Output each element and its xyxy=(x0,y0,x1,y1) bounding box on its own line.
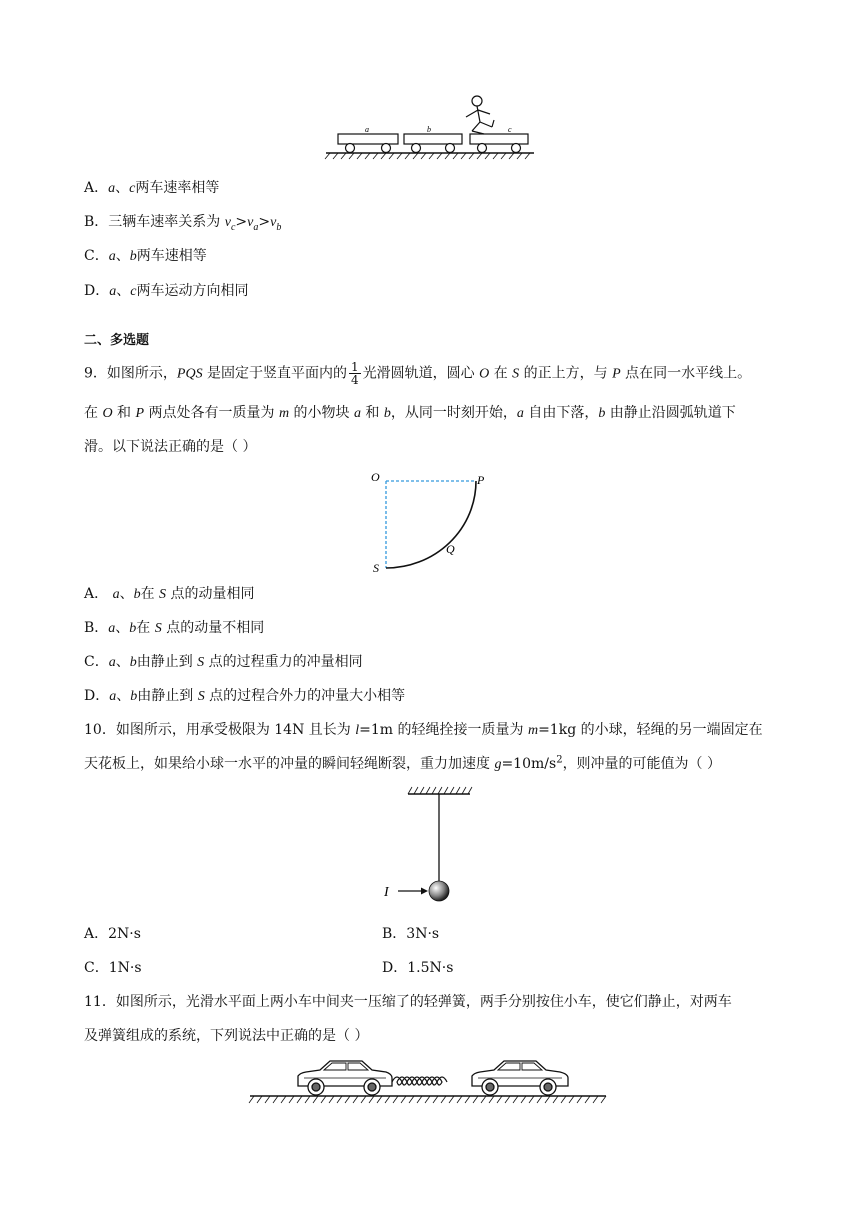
q8-option-a[interactable]: A．a、c两车速率相等 xyxy=(84,180,220,196)
q9-stem-line3: 滑。以下说法正确的是（ ） xyxy=(84,439,257,455)
ball xyxy=(429,881,449,901)
car-left xyxy=(298,1061,392,1095)
q10-stem-line2: 天花板上，如果给小球一水平的冲量的瞬间轻绳断裂，重力加速度 $g=10m/s^2$，则冲量的可能值为（ ） xyxy=(84,754,722,772)
q8-option-d[interactable]: D．a、c两车运动方向相同 xyxy=(84,283,249,299)
q9-option-d[interactable]: D．a、b由静止到 S 点的过程合外力的冲量大小相等 xyxy=(84,688,406,704)
q9-option-a[interactable]: A． a、b在 S 点的动量相同 xyxy=(84,586,255,602)
car-right xyxy=(472,1061,568,1095)
pendulum-figure xyxy=(378,786,478,908)
quarter-circle-figure xyxy=(366,466,496,578)
q8-option-c[interactable]: C．a、b两车速相等 xyxy=(84,248,207,264)
carts-figure xyxy=(320,90,540,162)
q8-option-b[interactable]: B．三辆车速率关系为 $v_c>v_a>v_b$ xyxy=(84,214,282,233)
label-o: O xyxy=(371,470,380,484)
fraction-one-quarter: $\frac{1}{4}$ xyxy=(351,360,359,387)
spring xyxy=(392,1077,447,1085)
cars-spring-figure xyxy=(246,1056,610,1108)
arrow-head-icon xyxy=(421,888,428,895)
q10-option-b[interactable]: B．3N·s xyxy=(382,926,440,942)
cart-b xyxy=(404,134,462,144)
cart-a xyxy=(338,134,398,144)
q11-stem-line1: 11．如图所示，光滑水平面上两小车中间夹一压缩了的轻弹簧，两手分别按住小车，使它们静止，对两车 xyxy=(84,994,732,1010)
arc-track xyxy=(386,481,476,568)
cart-c xyxy=(470,134,528,144)
q10-option-d[interactable]: D．1.5N·s xyxy=(382,960,454,976)
q9-option-c[interactable]: C．a、b由静止到 S 点的过程重力的冲量相同 xyxy=(84,654,363,670)
q9-option-b[interactable]: B．a、b在 S 点的动量不相同 xyxy=(84,620,265,636)
label-p: P xyxy=(477,473,485,487)
section-title: 二、多选题 xyxy=(84,333,150,348)
person-figure xyxy=(466,96,494,134)
cart-a-label: a xyxy=(365,125,369,134)
q10-option-c[interactable]: C．1N·s xyxy=(84,960,142,976)
q10-option-a[interactable]: A．2N·s xyxy=(84,926,141,942)
q11-stem-line2: 及弹簧组成的系统，下列说法中正确的是（ ） xyxy=(84,1028,369,1044)
cart-b-label: b xyxy=(427,125,431,134)
label-q: Q xyxy=(446,542,455,556)
impulse-label: I xyxy=(384,885,389,900)
q9-stem-line2: 在 O 和 P 两点处各有一质量为 m 的小物块 a 和 b，从同一时刻开始，a 自由下落，b 由静止沿圆弧轨道下 xyxy=(84,405,736,421)
cart-c-label: c xyxy=(508,125,512,134)
label-s: S xyxy=(373,561,379,575)
q10-stem-line1: 10．如图所示，用承受极限为 14N 且长为 l=1m 的轻绳拴接一质量为 m=1kg 的小球，轻绳的另一端固定在 xyxy=(84,722,763,738)
q9-stem-line1: 9．如图所示，PQS 是固定于竖直平面内的 $\frac{1}{4}$ 光滑圆轨道，圆心 O 在 S 的正上方，与 P 点在同一水平线上。 xyxy=(84,360,752,387)
